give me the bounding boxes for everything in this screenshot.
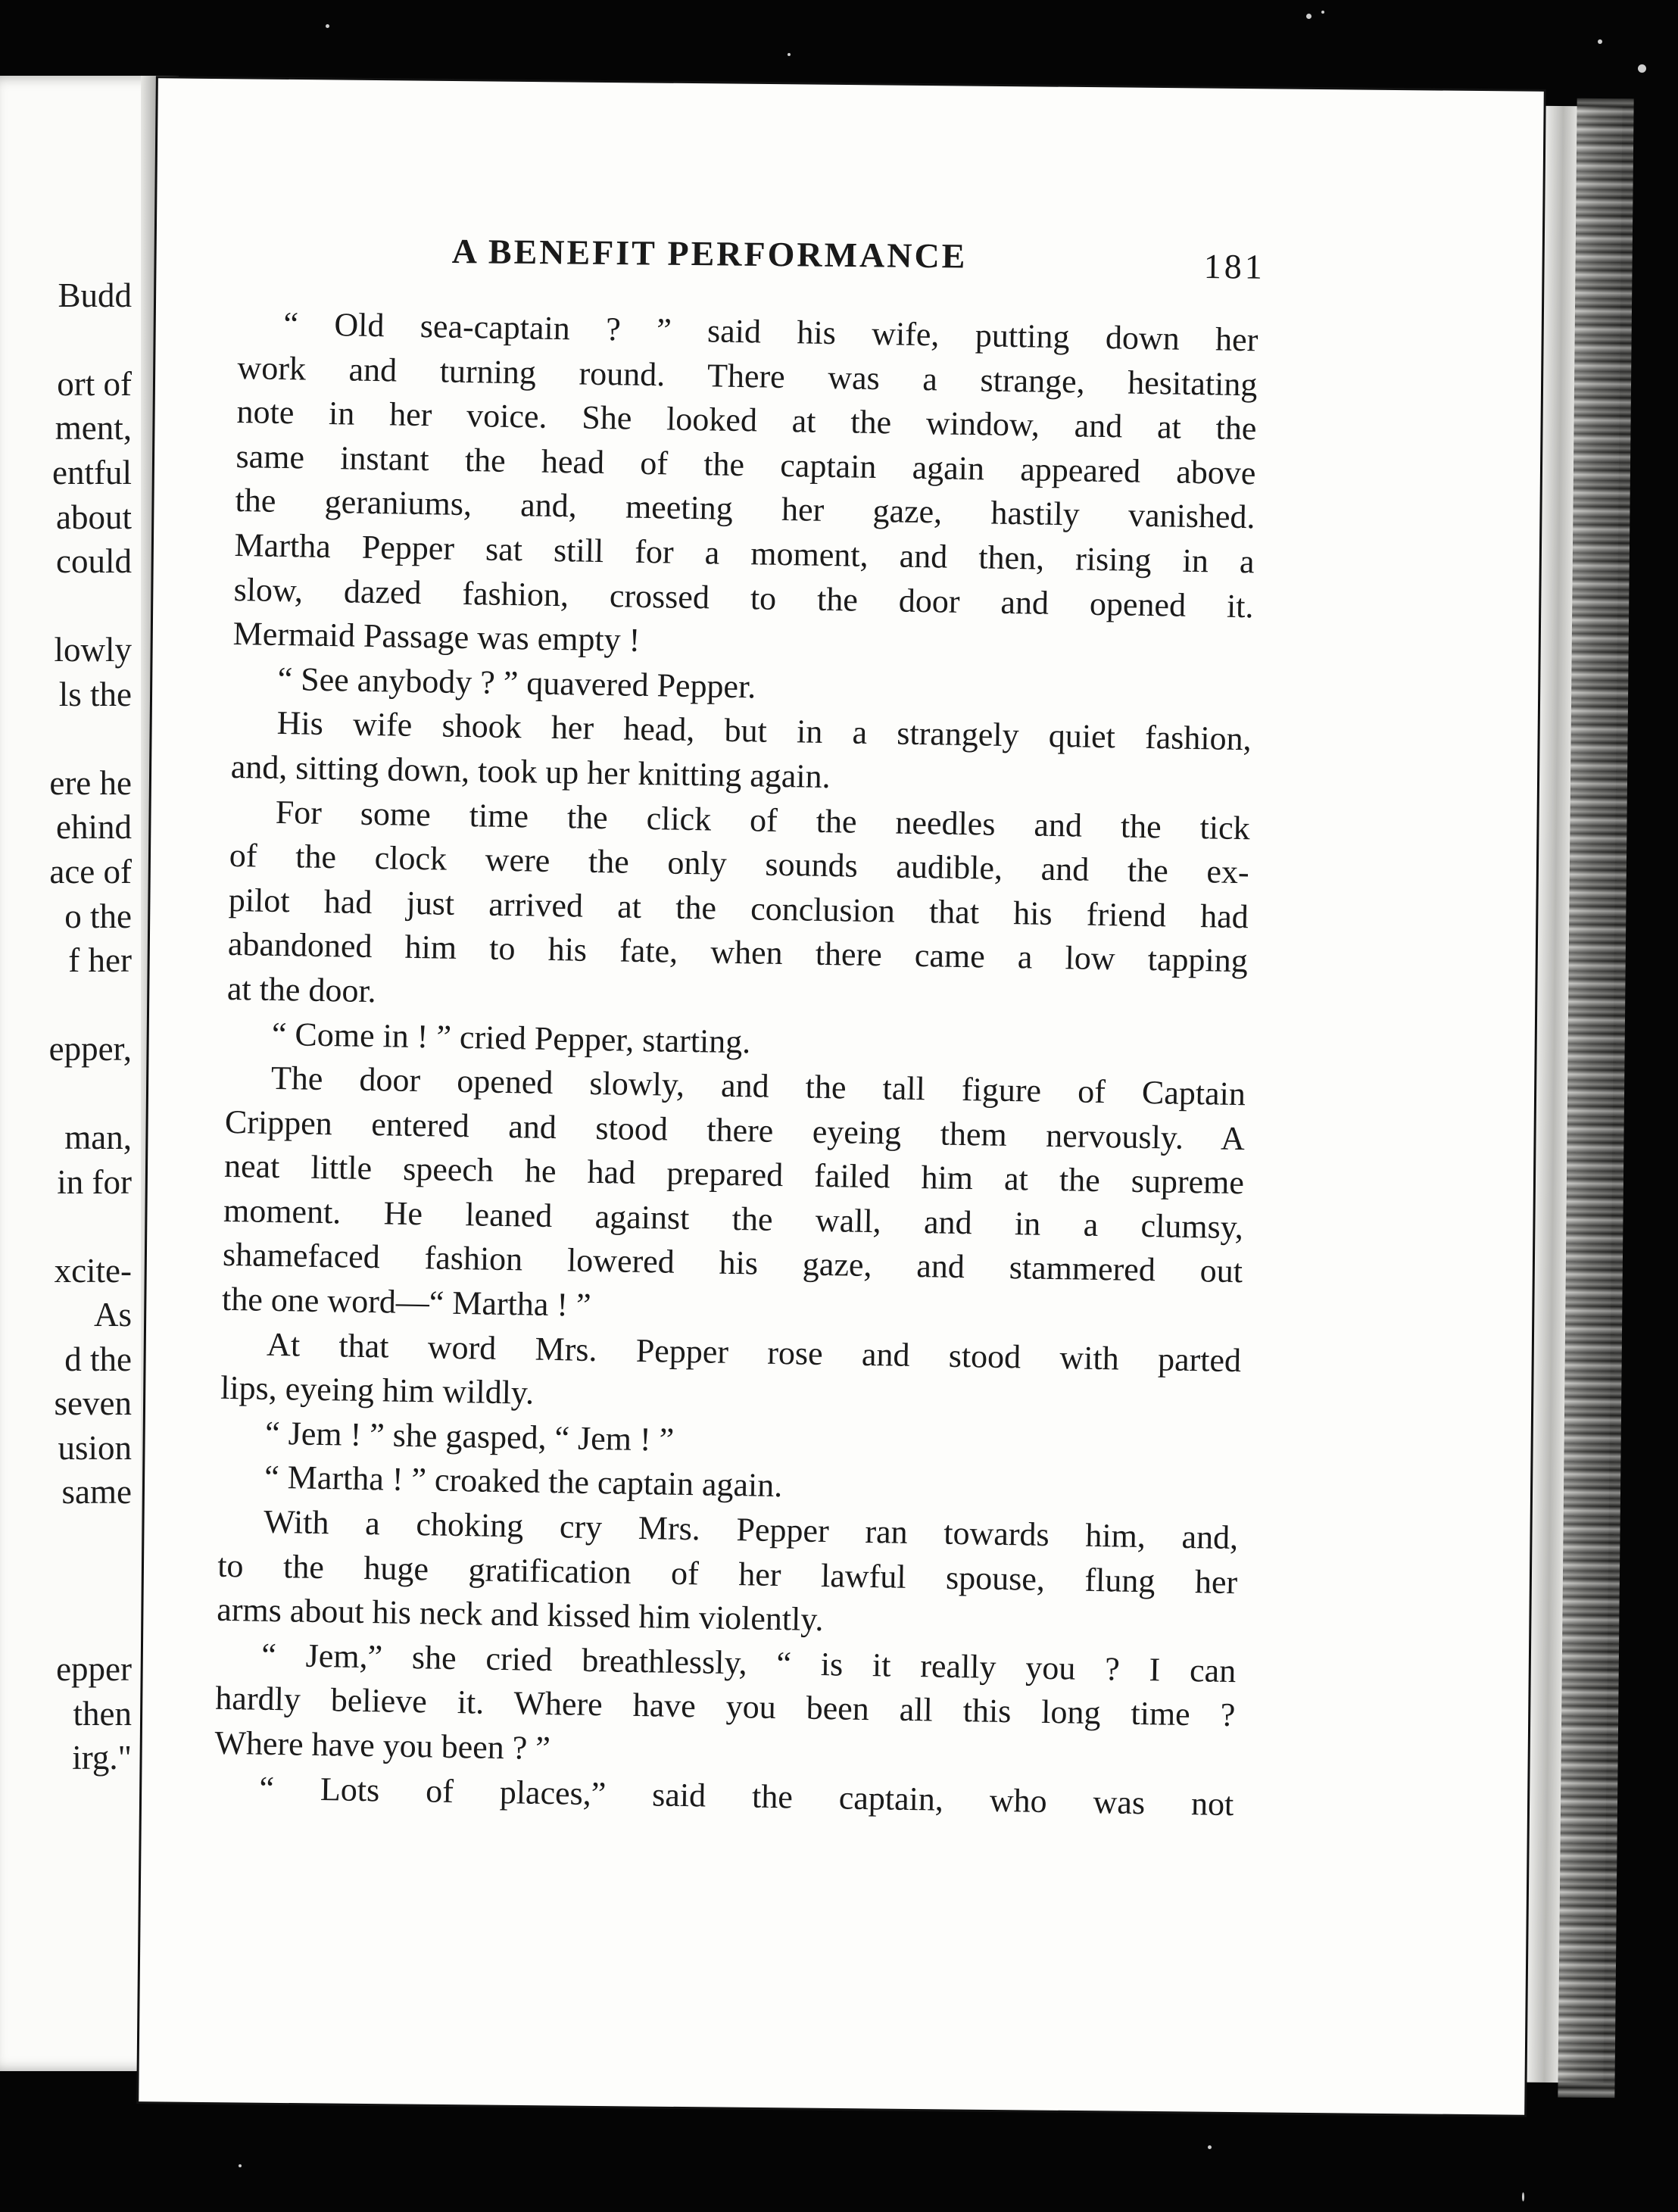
text-line: “ Come in ! ” cried Pepper, starting. [271, 1015, 751, 1060]
text-line: the geraniums, and, meeting her gaze, hastily vanished. [235, 482, 1255, 536]
text-line: “ Jem ! ” she gasped, “ Jem ! ” [264, 1414, 675, 1459]
dust-speck [326, 24, 329, 28]
text-line: neat little speech he had prepared failed him at the supreme [223, 1147, 1245, 1202]
left-page-fragment: Budd [58, 276, 132, 314]
text-line: abandoned him to his fate, when there came a low tapping [227, 925, 1249, 980]
dust-speck [1598, 39, 1602, 44]
page-number: 181 [1203, 246, 1265, 286]
text-line: to the huge gratification of her lawful spouse, flung her [217, 1546, 1238, 1601]
text-line: lips, eyeing him wildly. [220, 1369, 535, 1412]
text-line: With a choking cry Mrs. Pepper ran towards him, and, [263, 1502, 1239, 1557]
page-body-text [214, 301, 1258, 1827]
text-line: hardly believe it. Where have you been all this long time ? [215, 1680, 1236, 1734]
left-page-fragment: epper, [48, 1030, 132, 1068]
left-page-fragment: entful [52, 454, 132, 491]
left-page-fragment: same [61, 1473, 132, 1511]
left-page-fragment: ort of [57, 365, 132, 403]
left-page-fragment: man, [64, 1118, 132, 1156]
text-line: the one word—“ Martha ! ” [221, 1280, 591, 1324]
text-line: slow, dazed fashion, crossed to the door and opened it. [233, 570, 1254, 625]
text-line: shamefaced fashion lowered his gaze, and stammered out [222, 1236, 1243, 1290]
dust-speck [1208, 2145, 1212, 2149]
left-page-fragment: in for [57, 1163, 132, 1201]
text-line: The door opened slowly, and the tall figure of Captain [270, 1059, 1246, 1113]
text-line: Mermaid Passage was empty ! [232, 615, 641, 660]
left-page-fragment: f her [68, 941, 132, 979]
dust-speck [1522, 2192, 1524, 2201]
left-page-fragment: could [56, 542, 132, 580]
text-line: Crippen entered and stood there eyeing them nervously. A [224, 1103, 1246, 1157]
text-line: “ Lots of places,” said the captain, who was not [259, 1769, 1234, 1823]
left-page-fragment: ace of [49, 853, 132, 891]
text-line: For some time the click of the needles and the tick [275, 793, 1251, 847]
text-line: same instant the head of the captain again appeared above [235, 437, 1256, 492]
dust-speck [239, 2164, 242, 2167]
text-line: “ Jem,” she cried breathlessly, “ is it really you ? I can [260, 1636, 1237, 1689]
text-line: and, sitting down, took up her knitting again. [230, 747, 831, 795]
text-line: Martha Pepper sat still for a moment, and then, rising in a [234, 526, 1255, 581]
left-page-fragment: then [73, 1695, 132, 1733]
left-page-fragment: As [93, 1296, 132, 1334]
left-page-fragment: xcite- [54, 1252, 132, 1290]
left-page-fragment: ehind [56, 808, 132, 846]
left-page-fragment: seven [54, 1384, 132, 1422]
left-page-fragment: ls the [58, 675, 132, 713]
dust-speck [1321, 11, 1324, 14]
text-line: “ Martha ! ” croaked the captain again. [264, 1459, 783, 1505]
left-page-fragment: irg." [72, 1739, 132, 1777]
left-page-fragment: about [56, 498, 132, 536]
left-page-fragment: epper [56, 1650, 132, 1688]
text-line: His wife shook her head, but in a strangely quiet fashion, [276, 704, 1252, 758]
text-line: at the door. [226, 969, 377, 1010]
left-page-fragment: lowly [54, 631, 132, 669]
left-page-fragment: o the [64, 897, 132, 935]
dust-speck [1638, 64, 1646, 73]
text-line: of the clock were the only sounds audible, and the ex- [229, 837, 1250, 891]
text-line: pilot had just arrived at the conclusion that his friend had [228, 881, 1249, 935]
text-line: Where have you been ? ” [214, 1724, 551, 1767]
text-line: arms about his neck and kissed him violently. [216, 1590, 824, 1639]
text-line: moment. He leaned against the wall, and in a clumsy, [223, 1191, 1244, 1246]
text-line: note in her voice. She looked at the window, and at the [236, 393, 1257, 448]
dust-speck [1306, 14, 1312, 19]
running-head: A BENEFIT PERFORMANCE [451, 231, 968, 276]
left-page-fragment: usion [58, 1429, 132, 1467]
left-page-fragment: ment, [55, 409, 132, 447]
text-line: “ See anybody ? ” quavered Pepper. [277, 660, 756, 706]
text-line: work and turning round. There was a strange, hesitating [237, 348, 1258, 403]
text-line: “ Old sea-captain ? ” said his wife, putting down her [283, 304, 1258, 359]
left-page-fragment: d the [64, 1340, 132, 1378]
left-page-fragment: ere he [49, 764, 132, 802]
dust-speck [788, 53, 791, 56]
text-line: At that word Mrs. Pepper rose and stood with parted [266, 1325, 1242, 1379]
